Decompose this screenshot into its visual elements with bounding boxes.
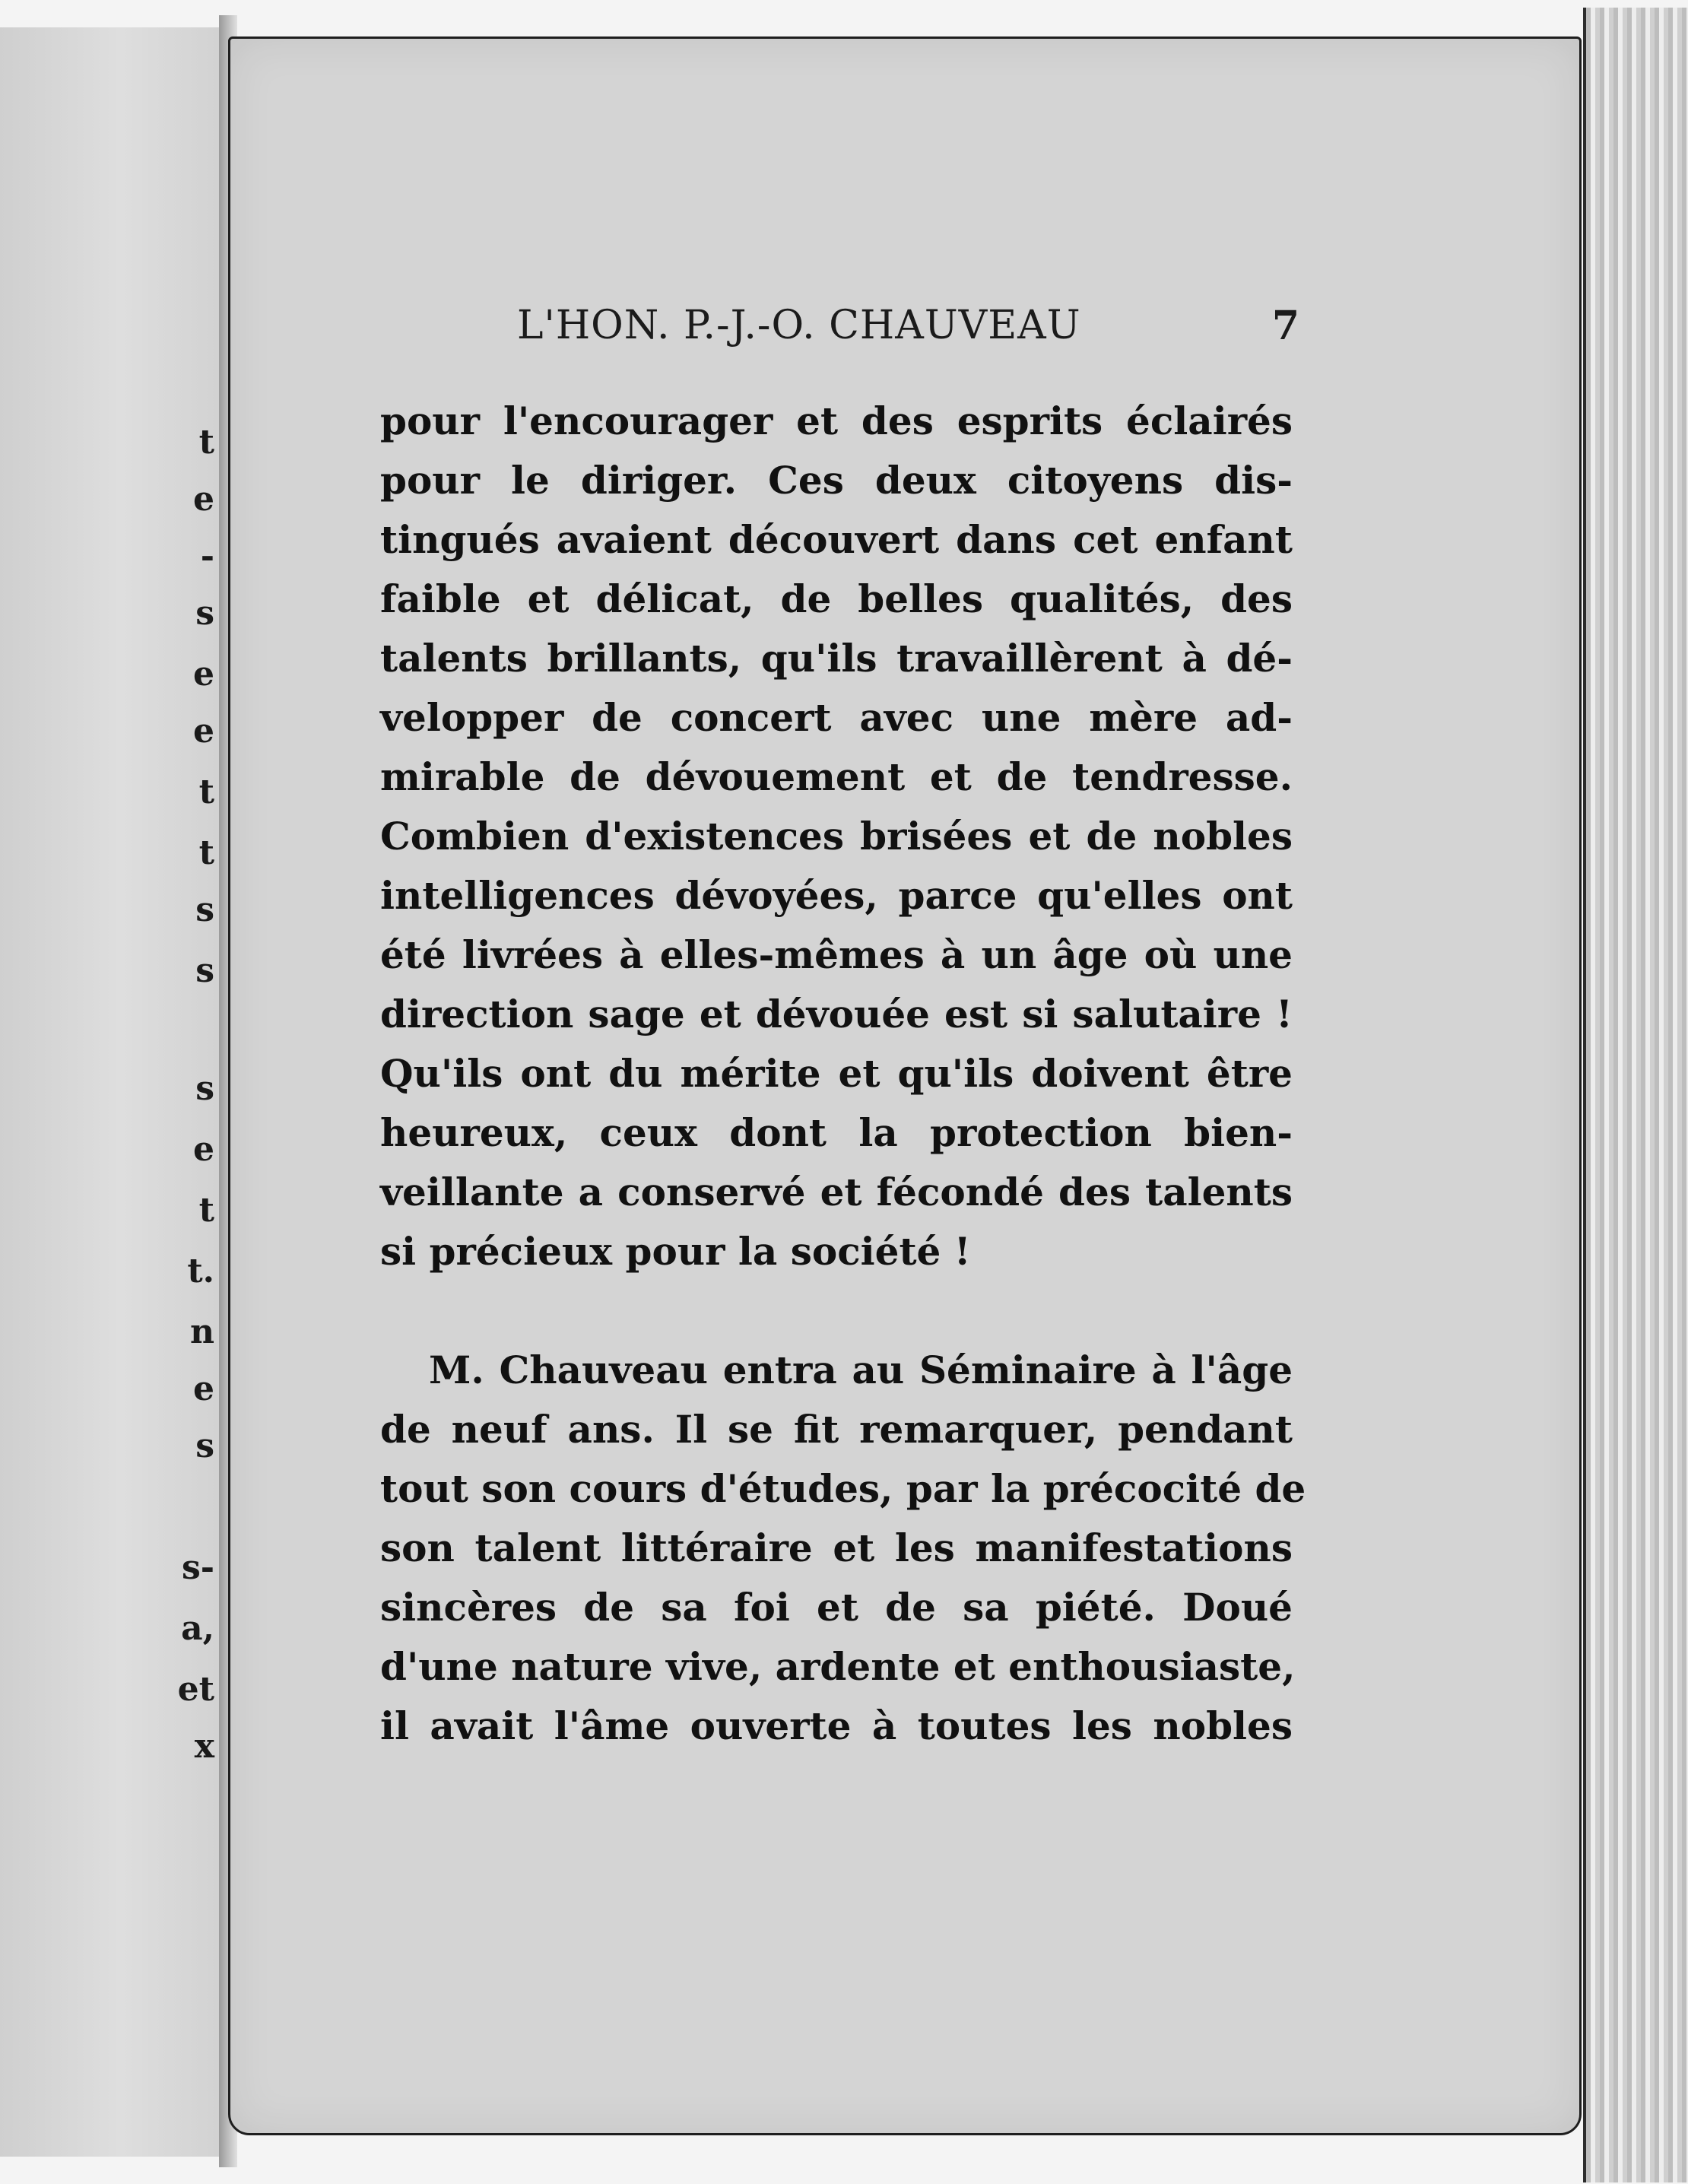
paragraph [380, 1341, 1306, 1756]
text-line: Combien d'existences brisées et de nobles [380, 814, 1293, 859]
text-line: sincères de sa foi et de sa piété. Doué [380, 1585, 1293, 1630]
left-page-edge [0, 27, 222, 2157]
text-line: direction sage et dévouée est si salutaire ! [380, 992, 1293, 1036]
left-fragment: t [198, 1191, 214, 1230]
paragraph [380, 392, 1293, 1281]
text-line: Qu'ils ont du mérite et qu'ils doivent être [380, 1051, 1293, 1096]
left-fragment: s- [181, 1548, 214, 1587]
text-line: velopper de concert avec une mère ad- [380, 695, 1293, 740]
text-line: il avait l'âme ouverte à toutes les nobles [380, 1703, 1293, 1748]
text-line: son talent littéraire et les manifestations [380, 1525, 1293, 1570]
left-fragment: e [193, 655, 214, 694]
left-fragment: s [195, 1069, 214, 1108]
left-fragment: t. [187, 1252, 214, 1290]
body-text [380, 392, 1306, 1756]
text-line: faible et délicat, de belles qualités, des [380, 576, 1293, 621]
text-line: heureux, ceux dont la protection bien- [380, 1110, 1293, 1155]
text-line: talents brillants, qu'ils travaillèrent à dé- [380, 636, 1293, 681]
left-fragment: s [195, 594, 214, 633]
left-fragment: e [193, 712, 214, 751]
left-fragment: n [190, 1313, 214, 1351]
left-fragment: t [198, 833, 214, 872]
text-line: tout son cours d'études, par la précocité de [380, 1466, 1306, 1511]
left-fragment: s [195, 890, 214, 929]
left-fragment: - [200, 537, 214, 576]
text-line: de neuf ans. Il se fit remarquer, pendant [380, 1407, 1293, 1452]
text-line: mirable de dévouement et de tendresse. [380, 754, 1293, 799]
text-line: pour l'encourager et des esprits éclairés [380, 398, 1293, 443]
page-number: 7 [1271, 303, 1300, 349]
left-fragment: e [193, 1130, 214, 1169]
text-line: intelligences dévoyées, parce qu'elles ont [380, 873, 1293, 918]
left-fragment: t [198, 423, 214, 462]
left-fragment: s [195, 1427, 214, 1465]
running-head: L'HON. P.-J.-O. CHAUVEAU [517, 303, 1081, 348]
text-line: si précieux pour la société ! [380, 1229, 971, 1274]
left-fragment: e [193, 1370, 214, 1408]
left-fragment: et [177, 1670, 214, 1709]
left-fragment: a, [181, 1609, 214, 1648]
text-line: tingués avaient découvert dans cet enfant [380, 517, 1293, 562]
left-fragment: t [198, 773, 214, 811]
left-fragment: e [193, 480, 214, 519]
text-line: veillante a conservé et fécondé des talents [380, 1170, 1293, 1214]
left-fragment: x [194, 1727, 214, 1766]
left-fragment: s [195, 951, 214, 990]
text-line: d'une nature vive, ardente et enthousiaste, [380, 1644, 1296, 1689]
text-line: été livrées à elles-mêmes à un âge où une [380, 932, 1293, 977]
paragraph-break [380, 1281, 1293, 1341]
text-line: M. Chauveau entra au Séminaire à l'âge [429, 1348, 1293, 1392]
text-line: pour le diriger. Ces deux citoyens dis- [380, 458, 1293, 503]
page-edges-stack [1583, 8, 1688, 2182]
page-header [380, 303, 1300, 356]
